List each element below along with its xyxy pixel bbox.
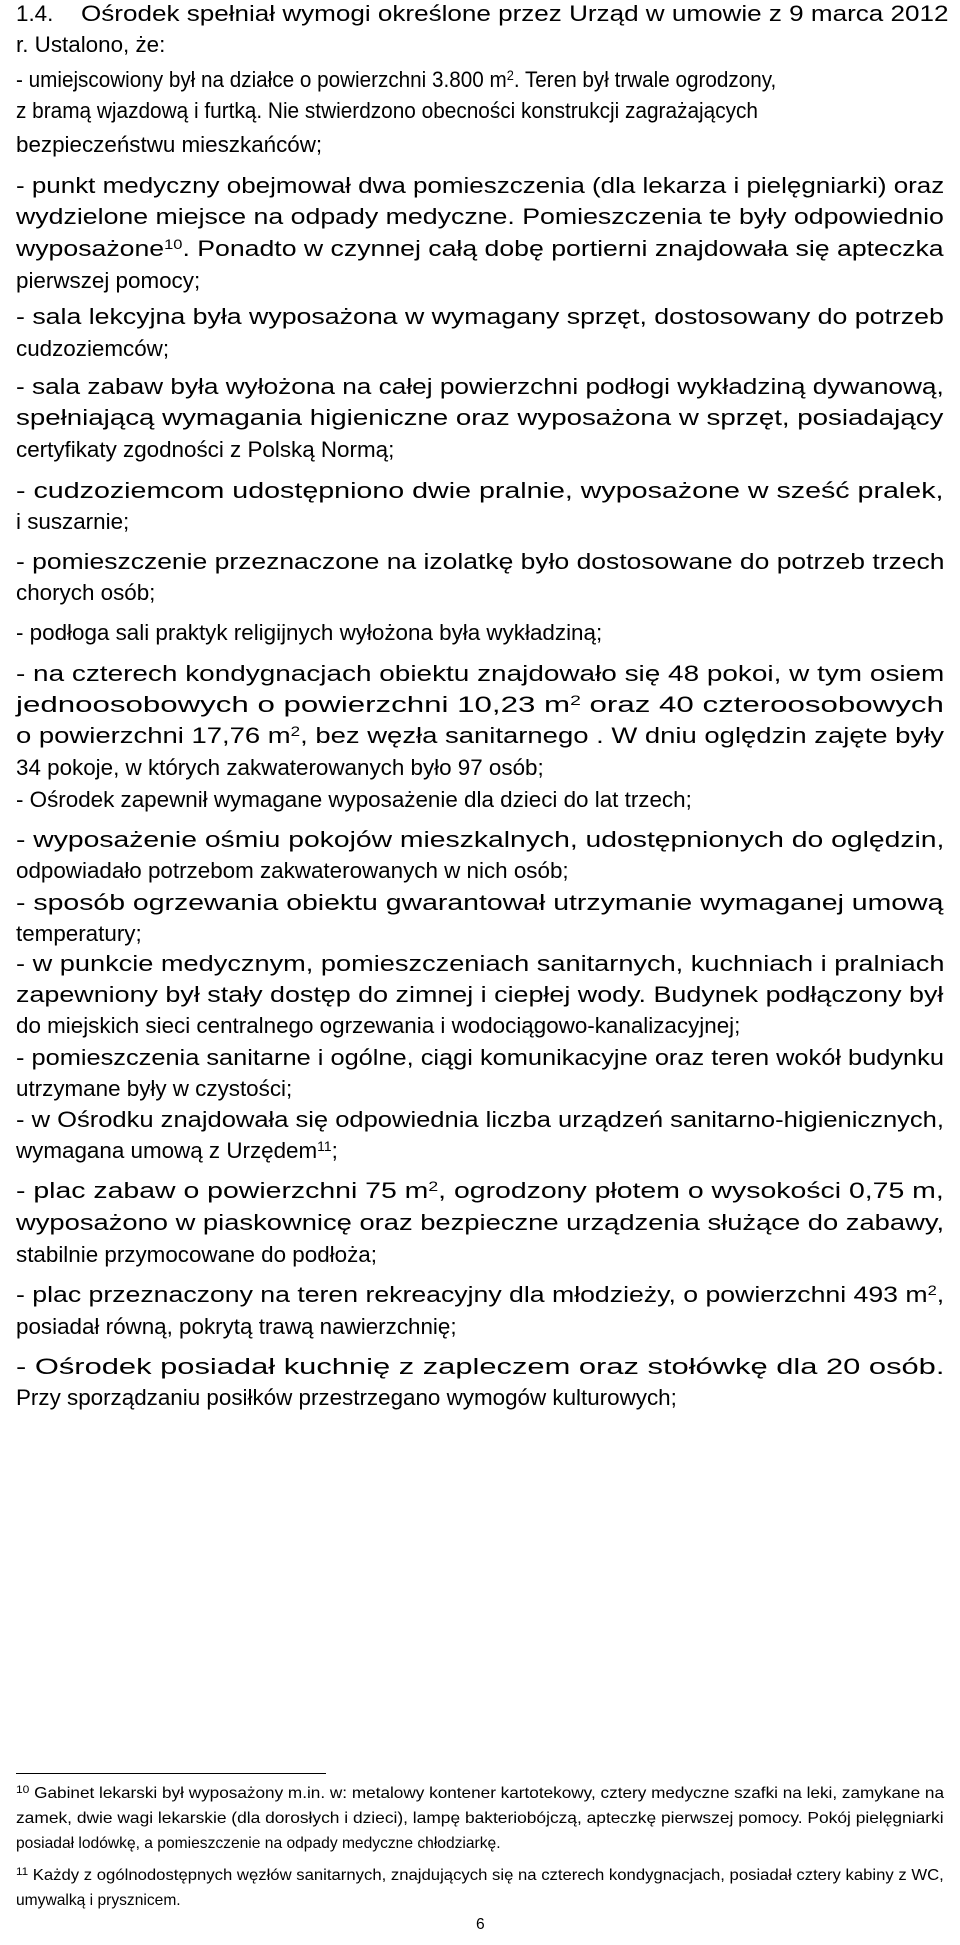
footnote-text: umywalką i prysznicem.: [16, 1892, 181, 1909]
body-text: chorych osób;: [16, 580, 156, 605]
body-line: [16, 951, 944, 977]
body-text: - w Ośrodku znajdowała się odpowiednia liczba urządzeń sanitarno-higienicznych,: [16, 1107, 944, 1132]
body-text: oraz 40 czteroosobowych: [580, 692, 944, 717]
body-text: - cudzoziemcom udostępniono dwie pralnie, wyposażone w sześć pralek,: [16, 478, 944, 503]
body-text: posiadał równą, pokrytą trawą nawierzchnię;: [16, 1314, 457, 1339]
section-title-line-2: r. Ustalono, że:: [16, 32, 166, 57]
body-line: [16, 661, 944, 687]
body-text: wyposażone: [16, 236, 165, 261]
superscript: 10: [164, 236, 183, 253]
body-text: jednoosobowych o powierzchni 10,23 m: [16, 692, 571, 717]
body-line: [16, 236, 944, 262]
body-line: [16, 132, 322, 158]
body-text: - sala zabaw była wyłożona na całej powierzchni podłogi wykładziną dywanową,: [16, 374, 944, 399]
body-text: Przy sporządzaniu posiłków przestrzegano wymogów kulturowych;: [16, 1385, 677, 1410]
body-text: - pomieszczenie przeznaczone na izolatkę było dostosowane do potrzeb trzech: [16, 549, 945, 574]
body-text: - sposób ogrzewania obiektu gwarantował utrzymanie wymaganej umową: [16, 890, 944, 915]
body-line: [16, 1385, 677, 1411]
body-line: [16, 692, 944, 718]
body-text: - na czterech kondygnacjach obiektu znajdowało się 48 pokoi, w tym osiem: [16, 661, 945, 686]
body-line: [16, 1210, 944, 1236]
body-line: [16, 405, 943, 431]
body-text: pierwszej pomocy;: [16, 268, 201, 293]
superscript: 11: [317, 1138, 332, 1155]
body-line: [16, 67, 776, 93]
body-text: i suszarnie;: [16, 509, 130, 534]
body-text: wymagana umową z Urzędem: [16, 1138, 318, 1163]
body-line: [16, 1354, 944, 1380]
footnote-line: [16, 1809, 944, 1828]
body-line: [16, 1138, 338, 1164]
body-text: . Ponadto w czynnej całą dobę portierni znajdowała się apteczka: [182, 236, 944, 261]
body-line: [16, 374, 944, 400]
body-line: [16, 173, 944, 199]
body-line: [16, 787, 692, 813]
body-line: [16, 509, 129, 535]
superscript: 2: [927, 1282, 937, 1299]
body-text: wyposażono w piaskownicę oraz bezpieczne urządzenia służące do zabawy,: [16, 1210, 945, 1235]
footnote-text: zamek, dwie wagi lekarskie (dla dorosłych i dzieci), lampę bakteriobójczą, apteczkę pierwszej pomocy. Pokój pielęgniarki: [16, 1810, 944, 1827]
body-line: [16, 723, 944, 749]
body-text: bezpieczeństwu mieszkańców;: [16, 132, 323, 157]
footnote-text: Gabinet lekarski był wyposażony m.in. w: metalowy kontener kartotekowy, cztery medyczne szafki na leki, zamykane na: [29, 1785, 944, 1802]
body-text: - punkt medyczny obejmował dwa pomieszczenia (dla lekarza i pielęgniarki) oraz: [16, 173, 945, 198]
body-text: cudzoziemców;: [16, 336, 170, 361]
body-text: - Ośrodek zapewnił wymagane wyposażenie dla dzieci do lat trzech;: [16, 787, 692, 812]
body-line: [16, 1076, 292, 1102]
body-text: - podłoga sali praktyk religijnych wyłożona była wykładziną;: [16, 620, 603, 645]
body-line: [16, 1013, 740, 1039]
footnote-text: Każdy z ogólnodostępnych węzłów sanitarnych, znajdujących się na czterech kondygnacjach, posiadał cztery kabiny z WC,: [28, 1867, 944, 1884]
page-number: 6: [476, 1916, 485, 1933]
footnote-separator: [16, 1773, 326, 1774]
body-text: - wyposażenie ośmiu pokojów mieszkalnych, udostępnionych do oględzin,: [16, 827, 945, 852]
superscript: 2: [290, 723, 301, 740]
body-line: [16, 1107, 944, 1133]
body-line: [16, 204, 944, 230]
body-text: z bramą wjazdową i furtką. Nie stwierdzono obecności konstrukcji zagrażających: [16, 98, 758, 123]
body-line: [16, 580, 155, 606]
superscript: 11: [16, 1866, 29, 1879]
superscript: 10: [16, 1784, 30, 1797]
body-text: . Teren był trwale ogrodzony,: [513, 67, 777, 92]
body-text: do miejskich sieci centralnego ogrzewania i wodociągowo-kanalizacyjnej;: [16, 1013, 741, 1038]
body-text: - plac zabaw o powierzchni 75 m: [16, 1178, 429, 1203]
body-text: - sala lekcyjna była wyposażona w wymagany sprzęt, dostosowany do potrzeb: [16, 304, 944, 329]
body-line: [16, 755, 544, 781]
body-text: , ogrodzony płotem o wysokości 0,75 m,: [438, 1178, 944, 1203]
body-line: [16, 1282, 944, 1308]
body-line: [16, 890, 943, 916]
body-line: [16, 549, 944, 575]
body-text: stabilnie przymocowane do podłoża;: [16, 1242, 377, 1267]
body-text: 34 pokoje, w których zakwaterowanych było 97 osób;: [16, 755, 544, 780]
body-line: [16, 982, 943, 1008]
body-line: [16, 268, 200, 294]
body-line: [16, 1045, 944, 1071]
body-line: [16, 478, 943, 504]
footnote-line: [16, 1891, 181, 1910]
body-line: [16, 620, 602, 646]
body-text: temperatury;: [16, 921, 142, 946]
body-text: certyfikaty zgodności z Polską Normą;: [16, 437, 395, 462]
section-title-line-1: Ośrodek spełniał wymogi określone przez Urząd w umowie z 9 marca 2012: [81, 1, 949, 26]
footnote-text: posiadał lodówkę, a pomieszczenie na odpady medyczne chłodziarkę.: [16, 1835, 501, 1852]
body-line: [16, 858, 569, 884]
body-text: - umiejscowiony był na działce o powierzchni 3.800 m: [16, 67, 507, 92]
body-text: odpowiadało potrzebom zakwaterowanych w nich osób;: [16, 858, 569, 883]
body-text: utrzymane były w czystości;: [16, 1076, 293, 1101]
body-text: zapewniony był stały dostęp do zimnej i ciepłej wody. Budynek podłączony był: [16, 982, 944, 1007]
superscript: 2: [570, 692, 581, 709]
body-line: [16, 827, 944, 853]
body-text: ,: [936, 1282, 945, 1307]
section-number: 1.4.: [16, 1, 54, 26]
body-text: ;: [331, 1138, 338, 1163]
body-text: o powierzchni 17,76 m: [16, 723, 291, 748]
body-text: wydzielone miejsce na odpady medyczne. Pomieszczenia te były odpowiednio: [16, 204, 944, 229]
superscript: 2: [428, 1178, 439, 1195]
footnote-line: [16, 1834, 501, 1853]
body-line: [16, 336, 169, 362]
body-text: - w punkcie medycznym, pomieszczeniach sanitarnych, kuchniach i pralniach: [16, 951, 945, 976]
body-text: - Ośrodek posiadał kuchnię z zapleczem oraz stołówkę dla 20 osób.: [16, 1354, 945, 1379]
body-text: spełniającą wymagania higieniczne oraz wyposażona w sprzęt, posiadający: [16, 405, 944, 430]
body-line: [16, 1178, 944, 1204]
footnote-line: [16, 1866, 944, 1885]
superscript: 2: [506, 67, 514, 84]
body-line: [16, 1242, 377, 1268]
footnote-line: [16, 1784, 944, 1803]
body-line: [16, 304, 944, 330]
body-line: [16, 1314, 457, 1340]
body-text: , bez węzła sanitarnego . W dniu oględzin zajęte były: [300, 723, 944, 748]
body-text: - plac przeznaczony na teren rekreacyjny dla młodzieży, o powierzchni 493 m: [16, 1282, 928, 1307]
body-text: - pomieszczenia sanitarne i ogólne, ciągi komunikacyjne oraz teren wokół budynku: [16, 1045, 944, 1070]
body-line: [16, 98, 758, 124]
body-line: [16, 921, 142, 947]
body-line: [16, 437, 394, 463]
